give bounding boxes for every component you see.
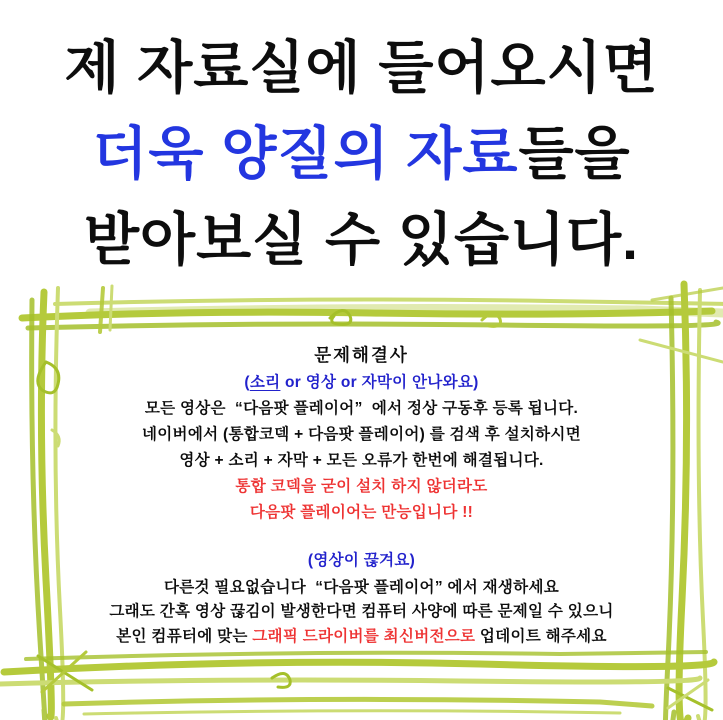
section1-heading	[36, 370, 687, 392]
section2-line-3-highlight: 그래픽 드라이버를 최신버전으로	[252, 628, 476, 645]
section1-heading-rest: or 영상 or 자막이 안나와요)	[280, 374, 479, 391]
section1-line-3: 영상 + 소리 + 자막 + 모든 오류가 한번에 해결됩니다.	[179, 452, 544, 469]
section1-line-2: 네이버에서 (통합코덱 + 다음팟 플레이어) 를 검색 후 설치하시면	[142, 426, 581, 443]
section2-line-3	[36, 624, 687, 646]
hero-line-3: 받아보실 수 있습니다.	[83, 208, 640, 272]
section1-heading-underlined: 소리	[249, 374, 281, 391]
panel-title: 문제해결사	[314, 345, 409, 365]
section1-heading-open: (	[244, 374, 250, 391]
hero-text	[0, 0, 723, 285]
troubleshooting-panel	[0, 280, 723, 720]
section2-line-2: 그래도 간혹 영상 끊김이 발생한다면 컴퓨터 사양에 따른 문제일 수 있으니	[109, 603, 614, 620]
section1-warning-1: 통합 코덱을 굳이 설치 하지 않더라도	[235, 478, 488, 495]
section2-line-3-prefix: 본인 컴퓨터에 맞는	[116, 628, 253, 645]
section2-line-1: 다른것 필요없습니다 “다음팟 플레이어” 에서 재생하세요	[163, 579, 560, 596]
hero-line-1: 제 자료실에 들어오시면	[64, 36, 659, 100]
hero-line-2	[0, 108, 723, 190]
hero-line-2-highlight: 더욱 양질의 자료	[92, 122, 519, 186]
section2-heading: (영상이 끊겨요)	[307, 552, 416, 569]
section1-warning-2: 다음팟 플레이어는 만능입니다 !!	[249, 504, 474, 521]
hero-line-2-rest: 들을	[518, 122, 631, 186]
section2-line-3-suffix: 업데이트 해주세요	[475, 628, 607, 645]
section1-line-1: 모든 영상은 “다음팟 플레이어” 에서 정상 구동후 등록 됩니다.	[144, 400, 579, 417]
